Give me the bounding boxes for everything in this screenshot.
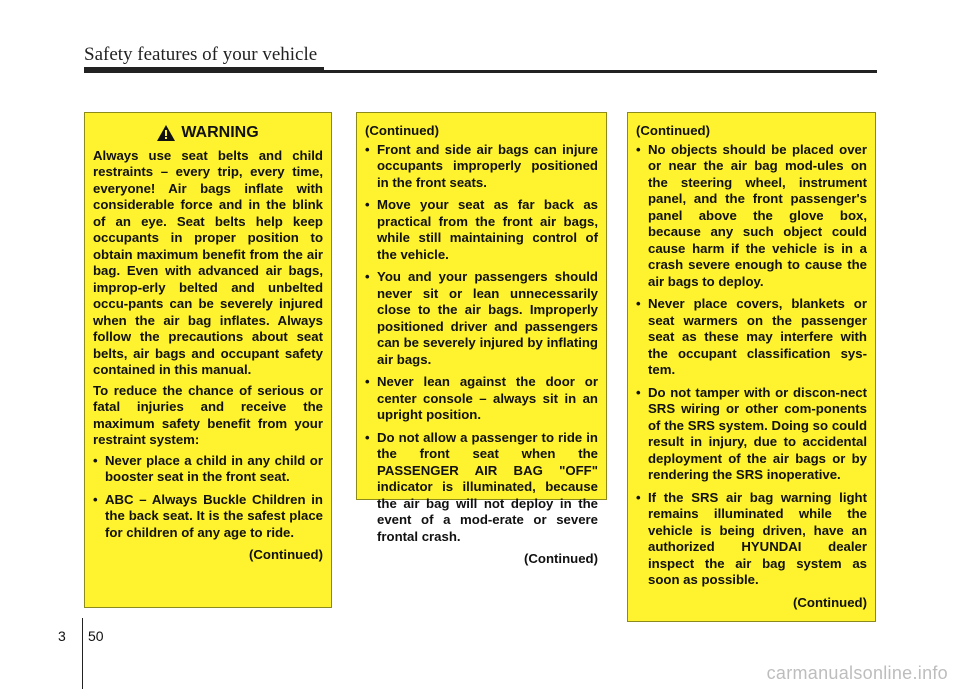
list-item: • Never place covers, blankets or seat warmers on the passenger seat as these may interfere with the occupant classification sys-tem. <box>636 296 867 379</box>
page-number: 50 <box>88 628 104 644</box>
warning-paragraph-2: To reduce the chance of serious or fatal injuries and receive the maximum safety benefit from your restraint system: <box>93 382 323 447</box>
warning-label: WARNING <box>181 124 259 141</box>
page-header-title: Safety features of your vehicle <box>84 44 318 65</box>
warning-paragraph-1: Always use seat belts and child restraints – every trip, every time, everyone! Air bags inflate with considerable force and in the blink of an eye. Seat belts help keep occupants in proper position to obtain maximum benefit from the air bag. Even with advanced air bags, improp-erly belted and unbelted occu-pants can be severely injured when the air bag inflates. Always follow the precautions about seat belts, air bags and occupant safety contained in this manual. <box>93 147 323 377</box>
warning-triangle-icon <box>157 125 175 141</box>
warning-panel-1 <box>84 112 332 608</box>
section-number: 3 <box>58 628 66 644</box>
list-item: • Never lean against the door or center console – always sit in an upright position. <box>365 374 598 424</box>
watermark: carmanualsonline.info <box>766 663 948 683</box>
list-item: • No objects should be placed over or near the air bag mod-ules on the steering wheel, instrument panel, and the front passenger's panel above the glove box, because any such object could cause harm if the vehicle is in a crash severe enough to cause the air bags to deploy. <box>636 142 867 291</box>
list-item: • You and your passengers should never sit or lean unnecessarily close to the air bags. Improperly positioned driver and passengers can be severely injured by inflating air bags. <box>365 269 598 368</box>
warning-bullet-list <box>93 453 323 542</box>
continued-label-top: (Continued) <box>636 123 710 138</box>
continued-label: (Continued) <box>793 594 867 610</box>
list-item: • Do not tamper with or discon-nect SRS wiring or other com-ponents of the SRS system. Doing so could result in injury, due to accidental deployment of the air bags or by rendering the SRS inoperative. <box>636 385 867 484</box>
footer-divider <box>82 618 83 689</box>
warning-panel-3 <box>627 112 876 622</box>
list-item: • If the SRS air bag warning light remains illuminated while the vehicle is being driven, have an authorized HYUNDAI dealer inspect the air bag system as soon as possible. <box>636 490 867 589</box>
list-item: • Do not allow a passenger to ride in the front seat when the PASSENGER AIR BAG "OFF" indicator is illuminated, because the air bag will not deploy in the event of a mod-erate or severe frontal crash. <box>365 430 598 546</box>
continued-label: (Continued) <box>524 551 598 566</box>
list-item: • Front and side air bags can injure occupants improperly positioned in the front seats. <box>365 142 598 192</box>
warning-heading <box>93 125 323 142</box>
warning-bullet-list <box>636 142 867 589</box>
continued-label-top: (Continued) <box>365 123 439 138</box>
header-rule <box>84 70 877 73</box>
warning-panel-2 <box>356 112 607 566</box>
list-item: • Never place a child in any child or booster seat in the front seat. <box>93 453 323 486</box>
list-item: • Move your seat as far back as practical from the front air bags, while still maintaining control of the vehicle. <box>365 197 598 263</box>
warning-bullet-list <box>365 142 598 546</box>
continued-label: (Continued) <box>249 547 323 562</box>
list-item: • ABC – Always Buckle Children in the back seat. It is the safest place for children of any age to ride. <box>93 492 323 542</box>
